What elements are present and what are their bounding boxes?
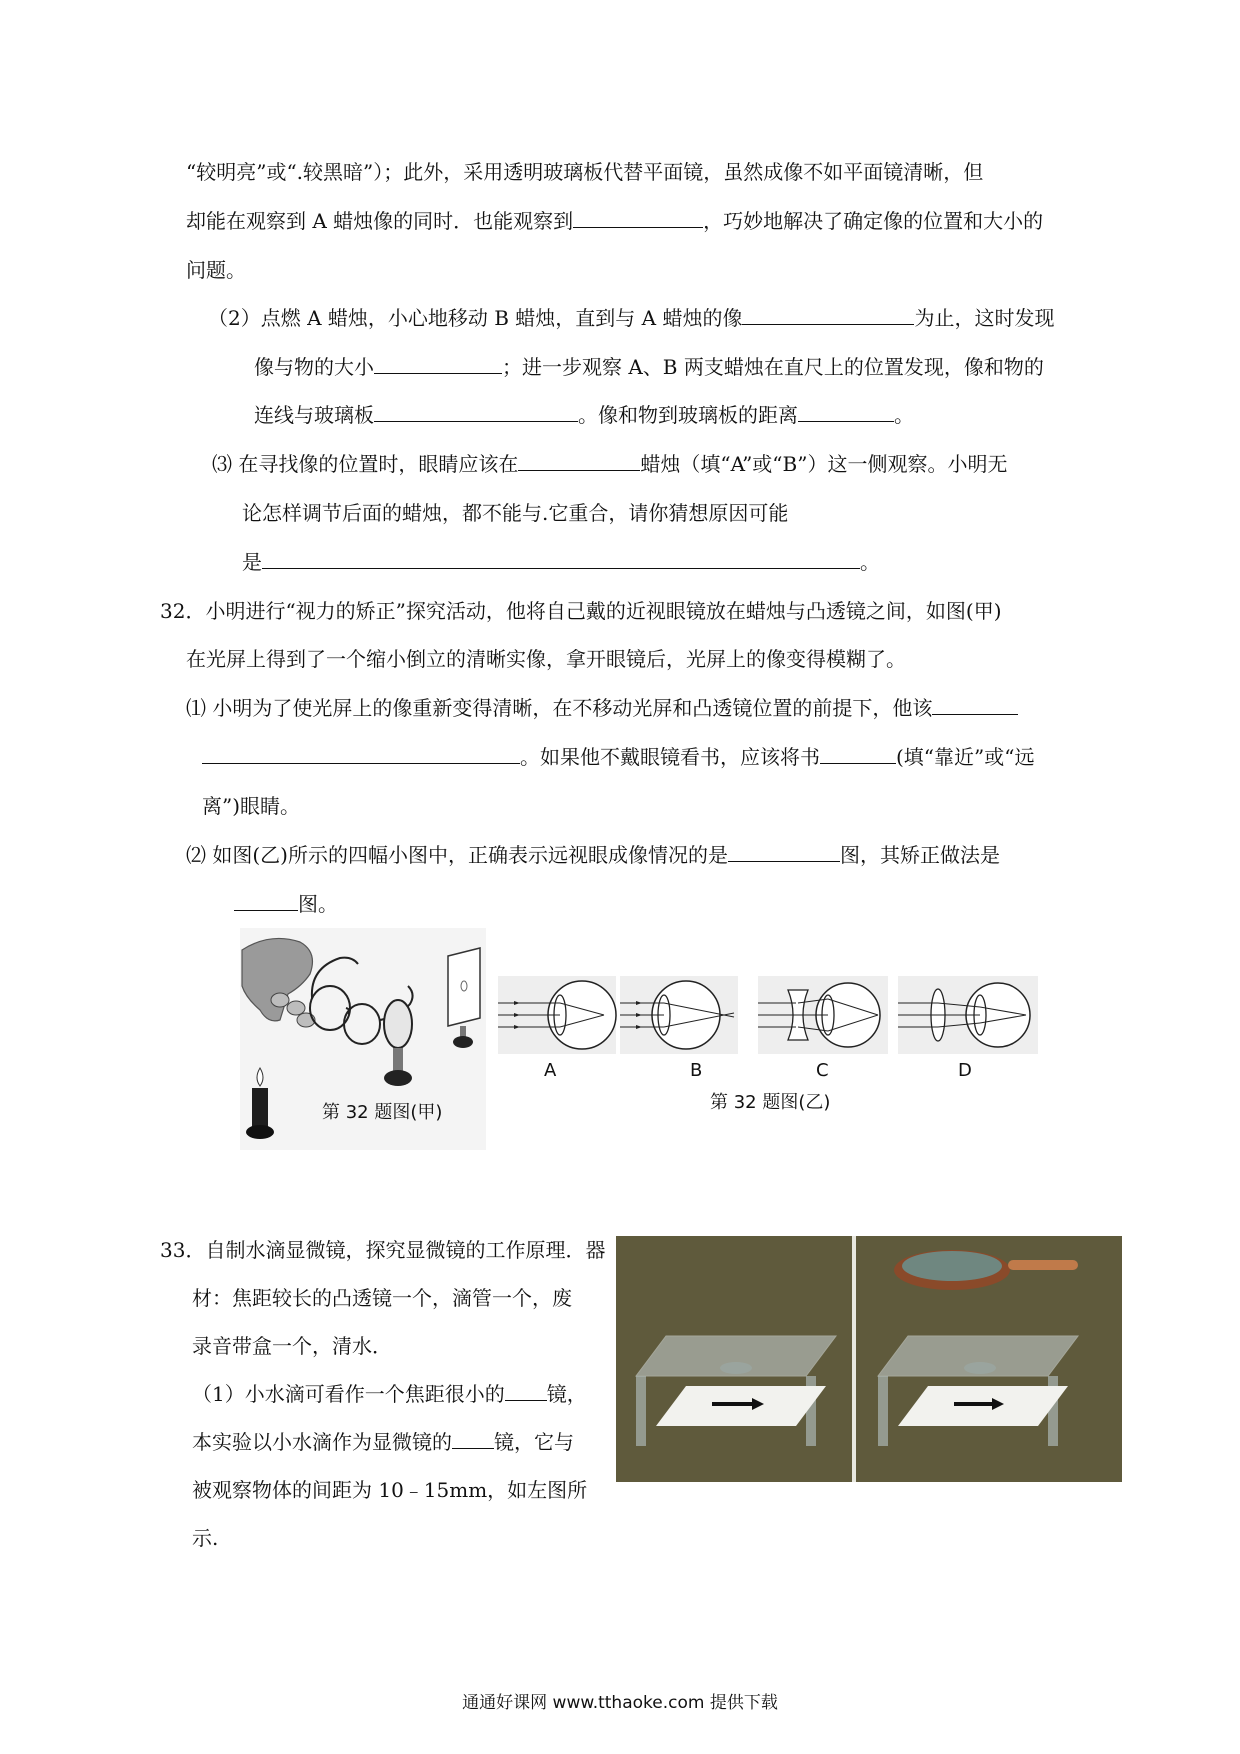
q31-p2-line3-b: 。像和物到玻璃板的距离 [578, 403, 798, 427]
label-a: A [544, 1060, 557, 1081]
q33-line4 [192, 1382, 587, 1406]
q31-line1: “较明亮”或“.较黑暗”）；此外，采用透明玻璃板代替平面镜，虽然成像不如平面镜清晰，但 [186, 160, 984, 184]
q32-p2-line1-a: ⑵ 如图(乙)所示的四幅小图中，正确表示远视眼成像情况的是 [186, 843, 728, 867]
q31-p2-line2 [254, 355, 1044, 379]
q32-p2-line1-b: 图，其矫正做法是 [839, 843, 1000, 867]
q33-line2: 材：焦距较长的凸透镜一个，滴管一个，废 [192, 1286, 572, 1310]
q31-p2-line2-b: ；进一步观察 A、B 两支蜡烛在直尺上的位置发现，像和物的 [502, 355, 1044, 379]
q32-p2-line1 [186, 843, 1000, 867]
answer-blank[interactable] [798, 403, 894, 422]
q31-p3-line3 [242, 550, 880, 574]
q32-p1-line3: 离”)眼睛。 [202, 794, 301, 818]
q33-line5-b: 镜，它与 [494, 1430, 574, 1454]
answer-blank[interactable] [202, 745, 520, 764]
q32-p1-line2 [202, 745, 1034, 769]
caption-figure-yi: 第 32 题图(乙) [710, 1092, 831, 1113]
q31-p2-line1-a: （2）点燃 A 蜡烛，小心地移动 B 蜡烛，直到与 A 蜡烛的像 [208, 306, 743, 330]
q31-p2-line1 [208, 306, 1054, 330]
q32-line2: 在光屏上得到了一个缩小倒立的清晰实像，拿开眼镜后，光屏上的像变得模糊了。 [186, 647, 906, 671]
q31-p2-line1-b: 为止，这时发现 [914, 306, 1055, 330]
q32-p2-line2 [234, 892, 338, 916]
q31-p2-line2-a: 像与物的大小 [254, 355, 374, 379]
q32-p1-line2-a: 。如果他不戴眼镜看书，应该将书 [520, 745, 820, 769]
answer-blank[interactable] [374, 355, 502, 374]
q32-p1-line2-b: (填“靠近”或“远 [896, 745, 1035, 769]
answer-blank[interactable] [518, 452, 640, 471]
q32-p1-line1 [186, 696, 1018, 720]
q33-line1: 33．自制水滴显微镜，探究显微镜的工作原理．器 [160, 1238, 606, 1262]
eye-diagram-d [898, 976, 1038, 1054]
q31-p2-line3 [254, 403, 914, 427]
q31-p3-line3-b: 。 [860, 550, 880, 574]
q31-p2-line3-a: 连线与玻璃板 [254, 403, 374, 427]
q31-p3-line3-a: 是 [242, 550, 262, 574]
figure-water-drop-microscope [616, 1236, 1122, 1482]
eye-diagram-c [758, 976, 888, 1054]
q32-line1: 32．小明进行“视力的矫正”探究活动，他将自己戴的近视眼镜放在蜡烛与凸透镜之间，如图(甲) [160, 599, 1002, 623]
answer-blank[interactable] [452, 1430, 494, 1449]
answer-blank[interactable] [932, 696, 1018, 715]
q31-line2-b: ，巧妙地解决了确定像的位置和大小的 [703, 209, 1044, 233]
caption-figure-jia: 第 32 题图(甲) [322, 1102, 443, 1123]
q33-line4-a: （1）小水滴可看作一个焦距很小的 [192, 1382, 505, 1406]
answer-blank[interactable] [728, 843, 840, 862]
q31-p2-line3-c: 。 [894, 403, 914, 427]
q32-p2-line2-text: 图。 [298, 892, 338, 916]
page-footer: 通通好课网 www.tthaoke.com 提供下载 [462, 1693, 778, 1713]
label-c: C [816, 1060, 829, 1081]
figure-yi [496, 976, 1040, 1058]
q33-line6: 被观察物体的间距为 10﹣15mm，如左图所 [192, 1478, 588, 1502]
q31-line2 [186, 209, 1043, 233]
eye-diagram-b [620, 976, 738, 1054]
answer-blank[interactable] [262, 550, 860, 569]
answer-blank[interactable] [742, 306, 914, 325]
q31-p3-line1 [212, 452, 1007, 476]
q33-line4-b: 镜， [546, 1382, 587, 1406]
q31-line3: 问题。 [186, 258, 246, 282]
answer-blank[interactable] [505, 1382, 547, 1401]
q33-line3: 录音带盒一个，清水． [192, 1334, 392, 1358]
q31-p3-line2: 论怎样调节后面的蜡烛，都不能与.它重合，请你猜想原因可能 [242, 501, 789, 525]
label-b: B [690, 1060, 703, 1081]
q33-line7: 示. [192, 1526, 219, 1550]
q33-line5 [192, 1430, 574, 1454]
answer-blank[interactable] [820, 745, 896, 764]
eye-diagram-a [498, 976, 616, 1054]
answer-blank[interactable] [573, 209, 703, 228]
answer-blank[interactable] [374, 403, 578, 422]
q31-line2-a: 却能在观察到 A 蜡烛像的同时．也能观察到 [186, 209, 574, 233]
label-d: D [958, 1060, 972, 1081]
q32-p1-line1-text: ⑴ 小明为了使光屏上的像重新变得清晰，在不移动光屏和凸透镜位置的前提下，他该 [186, 696, 933, 720]
answer-blank[interactable] [234, 892, 298, 911]
q33-line5-a: 本实验以小水滴作为显微镜的 [192, 1430, 452, 1454]
q31-p3-line1-a: ⑶ 在寻找像的位置时，眼睛应该在 [212, 452, 519, 476]
q31-p3-line1-b: 蜡烛（填“A”或“B”）这一侧观察。小明无 [640, 452, 1008, 476]
